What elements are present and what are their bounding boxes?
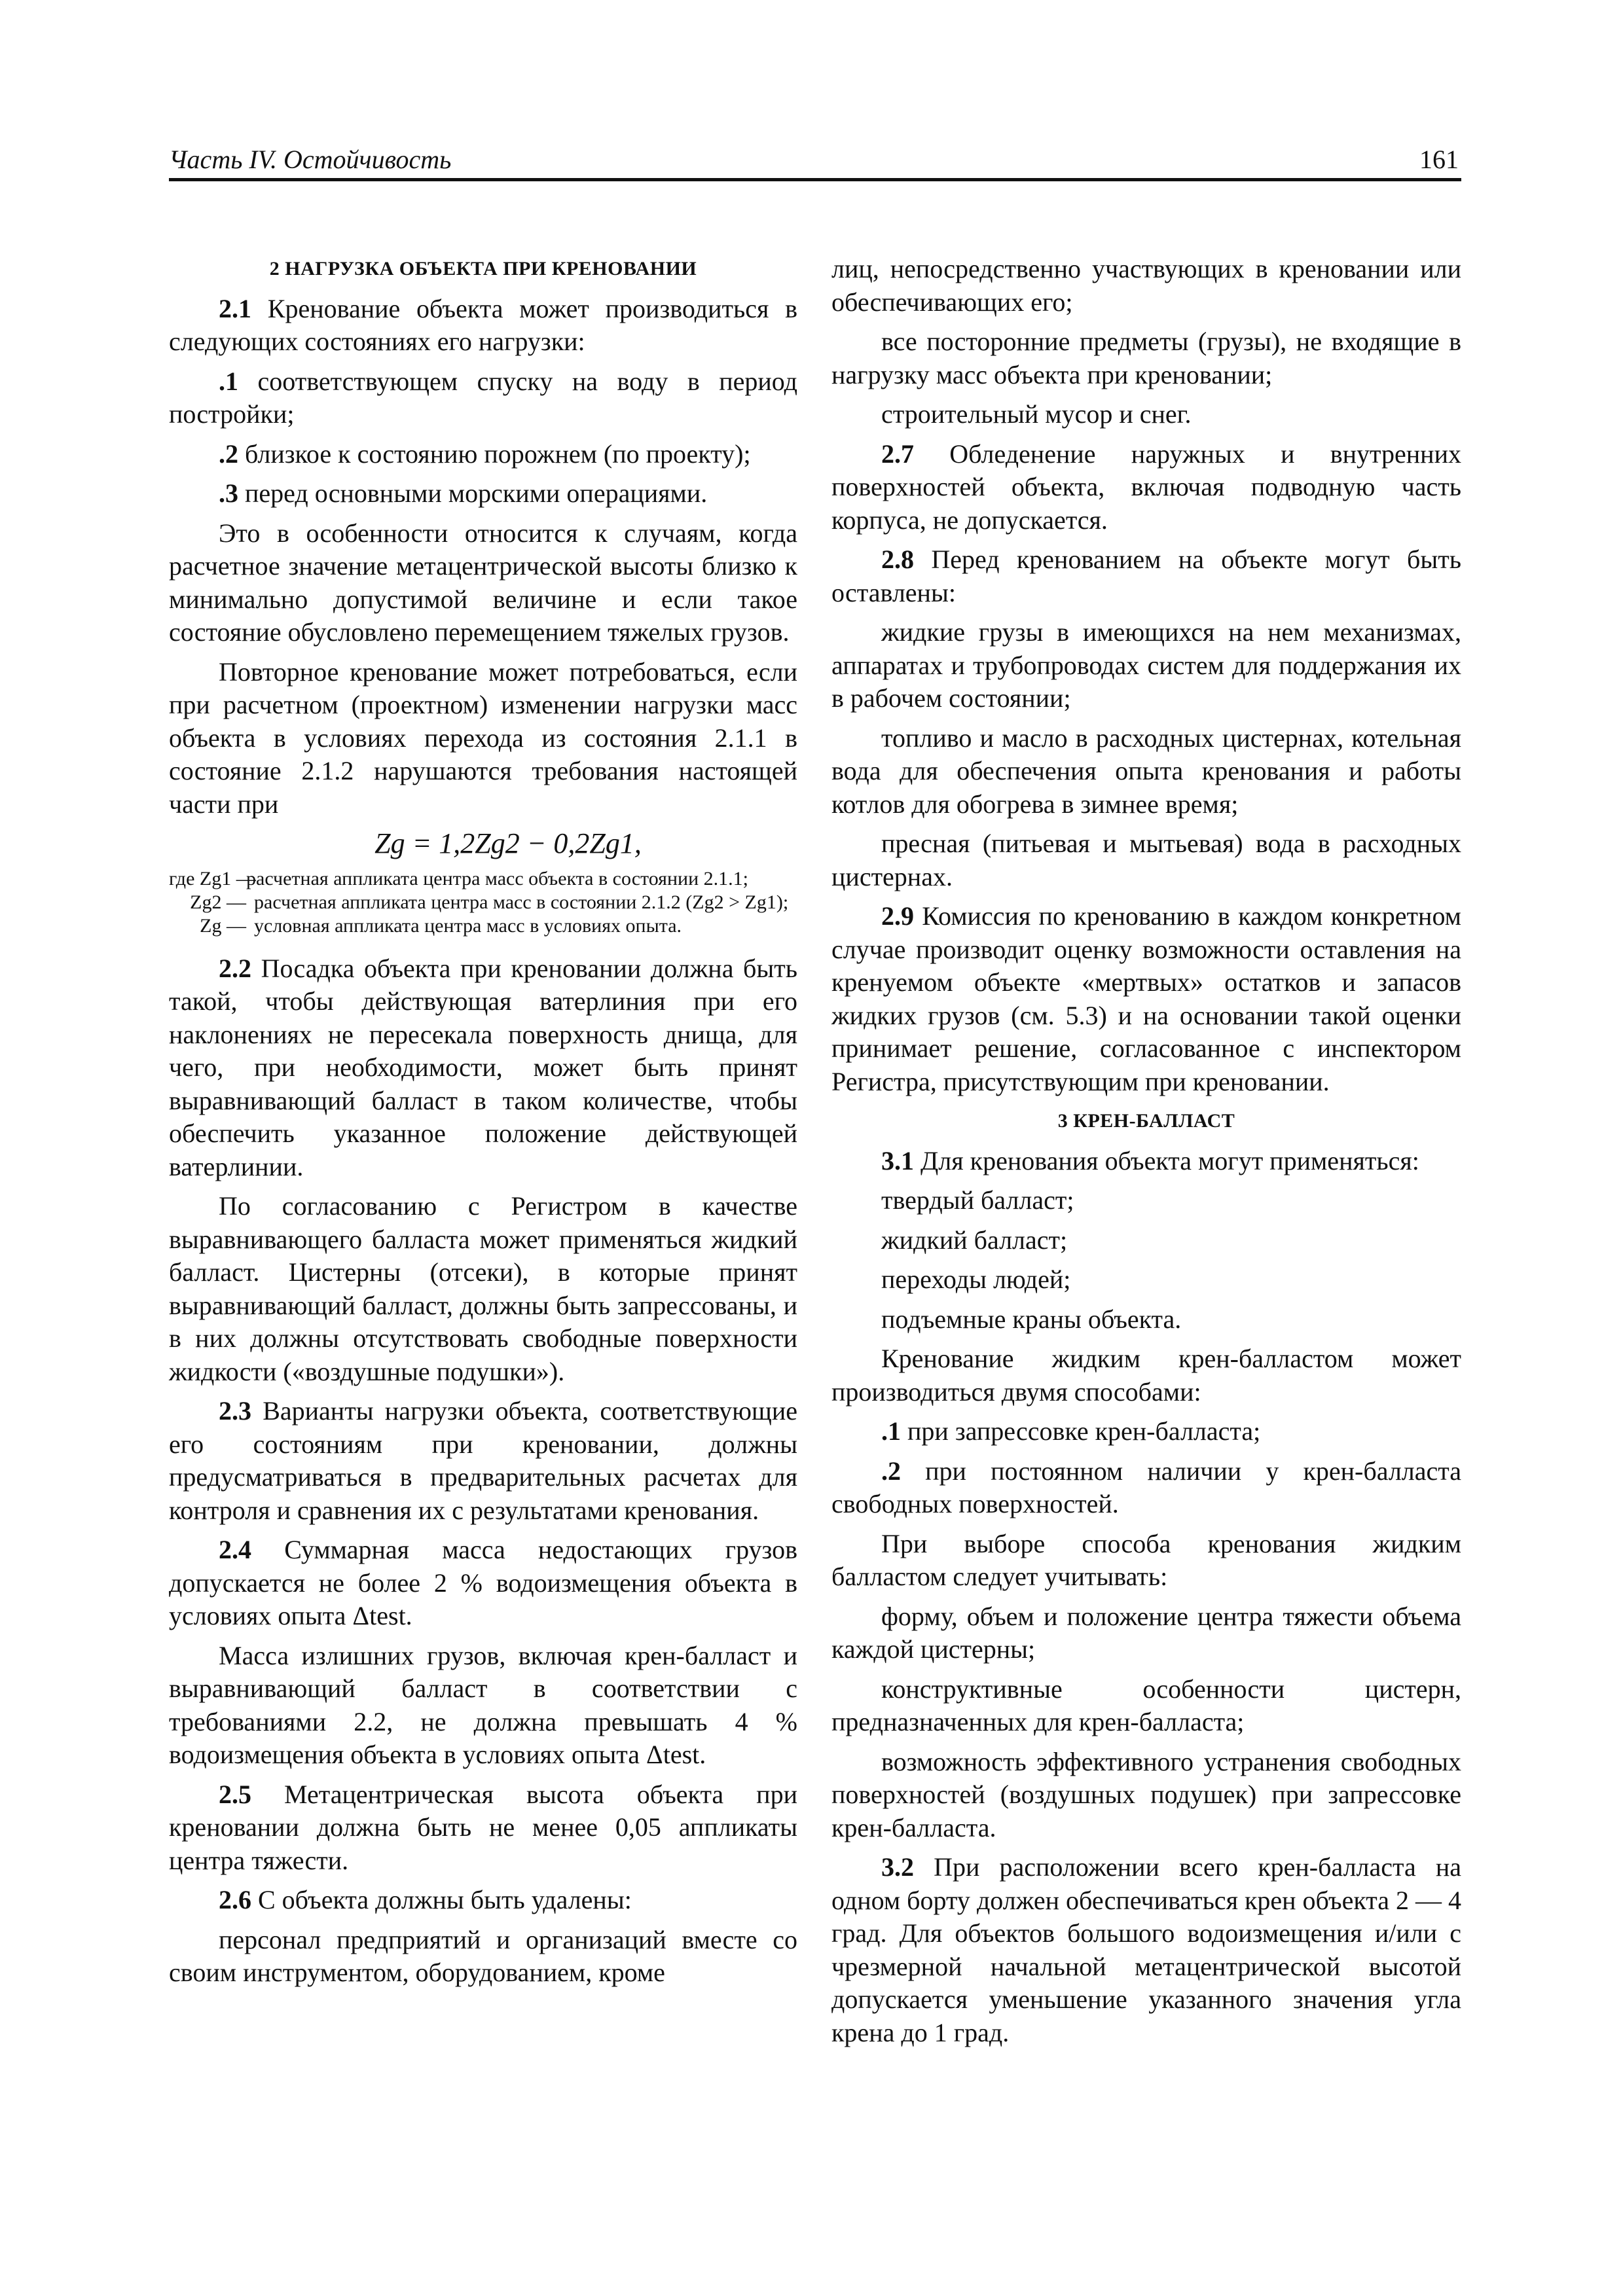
paragraph-2-1 [169, 293, 797, 359]
definition-text: условная аппликата центра масс в условиях опыта. [254, 914, 682, 937]
paragraph-tank-design: конструктивные особенности цистерн, предназначенных для крен-балласта; [831, 1674, 1461, 1736]
definition-symbol: где Zg1 — [169, 867, 256, 889]
section-3-heading: 3 КРЕН-БАЛЛАСТ [1057, 1110, 1235, 1132]
para-text: С объекта должны быть удалены: [251, 1885, 632, 1914]
item-num: .1 [219, 366, 238, 396]
formula-zg: Zg = 1,2Zg2 − 0,2Zg1, [374, 827, 642, 859]
paragraph-special-cases: Это в особенности относится к случаям, когда расчетное значение метацентрической высоты близко к минимально допустимой величине и если такое состояние обусловлено перемещением тяжелых грузов. [169, 518, 797, 647]
list-item-liquid-ballast: жидкий балласт; [881, 1225, 1068, 1255]
definition-zg2 [169, 891, 797, 914]
para-text: Перед кренованием на объекте могут быть оставлены: [831, 545, 1461, 607]
para-text: Для кренования объекта могут применяться: [914, 1145, 1419, 1175]
item-text: близкое к состоянию порожнем (по проекту); [238, 439, 751, 469]
paragraph-repeat-heeling: Повторное кренование может потребоваться, если при расчетном (проектном) изменении нагрузки масс объекта в условиях перехода из состояния 2.1.1 в состояние 2.1.2 нарушаются требования настоящей части при [169, 656, 797, 819]
para-num: 2.8 [881, 545, 914, 574]
para-num: 2.3 [219, 1396, 251, 1426]
definition-symbol: Zg2 — [190, 891, 246, 913]
paragraph-2-4 [169, 1534, 797, 1633]
section-2-heading: 2 НАГРУЗКА ОБЪЕКТА ПРИ КРЕНОВАНИИ [269, 258, 697, 279]
item-text: при постоянном наличии у крен-балласта свободных поверхностей. [831, 1456, 1461, 1518]
paragraph-2-7 [831, 438, 1461, 537]
para-num: 3.2 [881, 1852, 914, 1882]
paragraph-foreign-objects: все посторонние предметы (грузы), не входящие в нагрузку масс объекта при креновании; [831, 327, 1461, 389]
running-header [169, 144, 1461, 181]
para-num: 2.1 [219, 293, 251, 323]
paragraph-2-9 [831, 900, 1461, 1098]
paragraph-liquid-loads: жидкие грузы в имеющихся на нем механизмах, аппаратах и трубопроводах систем для поддержания их в рабочем состоянии; [831, 617, 1461, 713]
item-num: .1 [881, 1416, 901, 1446]
paragraph-3-1 [831, 1145, 1461, 1178]
paragraph-personnel: персонал предприятий и организаций вместе со своим инструментом, оборудованием, кроме [169, 1924, 797, 1987]
para-text: Комиссия по кренованию в каждом конкретном случае производит оценку возможности оставления на кренуемом объекте «мертвых» остатков и запасов жидких грузов (см. 5.3) и на основании такой оценки принимает решение, согласованное с инспектором Регистра, присутствующим при креновании. [831, 901, 1461, 1096]
paragraph-fuel-oil: топливо и масло в расходных цистернах, котельная вода для обеспечения опыта кренования и работы котлов для обогрева в зимнее время; [831, 723, 1461, 819]
definition-zg [169, 914, 797, 938]
list-item-solid-ballast: твердый балласт; [881, 1185, 1074, 1215]
item-num: .2 [219, 439, 238, 469]
item-num: .2 [881, 1456, 901, 1486]
para-num: 2.7 [881, 439, 914, 469]
definition-text: расчетная аппликата центра масс объекта в состоянии 2.1.1; [246, 867, 748, 889]
paragraph-2-8 [831, 543, 1461, 609]
right-column [831, 253, 1461, 2056]
paragraph-free-surface: возможность эффективного устранения свободных поверхностей (воздушных подушек) при запрессовке крен-балласта. [831, 1746, 1461, 1842]
paragraph-2-3 [169, 1395, 797, 1527]
paragraph-tank-form: форму, объем и положение центра тяжести объема каждой цистерны; [831, 1601, 1461, 1664]
formula-definitions [169, 867, 797, 938]
para-num: 2.6 [219, 1885, 251, 1914]
paragraph-2-5 [169, 1778, 797, 1878]
paragraph-methods: Кренование жидким крен-балластом может производиться двумя способами: [831, 1344, 1461, 1407]
paragraph-2-6 [169, 1884, 797, 1917]
para-text: Кренование объекта может производиться в следующих состояниях его нагрузки: [169, 293, 797, 356]
para-text: Варианты нагрузки объекта, соответствующие его состояниям при креновании, должны предусматриваться в предварительных расчетах для контроля и сравнения их с результатами кренования. [169, 1396, 797, 1525]
item-num: .3 [219, 478, 238, 508]
para-num: 2.5 [219, 1779, 251, 1809]
method-item-1 [831, 1415, 1461, 1448]
item-text: перед основными морскими операциями. [238, 478, 708, 508]
paragraph-register-agreement: По согласованию с Регистром в качестве выравнивающего балласта может применяться жидкий балласт. Цистерны (отсеки), в которые принят выравнивающий балласт, должны быть запрессованы, и в них должны отсутствовать свободные поверхности жидкости («воздушные подушки»). [169, 1191, 797, 1386]
list-item-3 [169, 477, 797, 511]
definition-text: расчетная аппликата центра масс в состоянии 2.1.2 (Zg2 > Zg1); [254, 891, 789, 913]
paragraph-3-2 [831, 1851, 1461, 2049]
paragraph-continuation: лиц, непосредственно участвующих в креновании или обеспечивающих его; [831, 254, 1461, 317]
paragraph-excess-mass: Масса излишних грузов, включая крен-балласт и выравнивающий балласт в соответствии с требованиями 2.2, не должна превышать 4 % водоизмещения объекта в условиях опыта Δtest. [169, 1640, 797, 1769]
list-item-1 [169, 365, 797, 431]
paragraph-choice: При выборе способа кренования жидким балластом следует учитывать: [831, 1528, 1461, 1591]
left-column [169, 253, 797, 1996]
para-num: 2.2 [219, 953, 251, 983]
paragraph-fresh-water: пресная (питьевая и мытьевая) вода в расходных цистернах. [831, 829, 1461, 891]
paragraph-debris: строительный мусор и снег. [881, 399, 1192, 429]
para-num: 2.4 [219, 1535, 251, 1564]
item-text: при запрессовке крен-балласта; [901, 1416, 1261, 1446]
para-text: Метацентрическая высота объекта при креновании должна быть не менее 0,05 аппликаты центра тяжести. [169, 1779, 797, 1875]
para-text: Суммарная масса недостающих грузов допускается не более 2 % водоизмещения объекта в условиях опыта Δtest. [169, 1535, 797, 1630]
definition-symbol: Zg — [200, 914, 246, 937]
para-text: При расположении всего крен-балласта на одном борту должен обеспечиваться крен объекта 2 — 4 град. Для объектов большого водоизмещения и/или с чрезмерной начальной метацентрической высотой допускается уменьшение указанного значения угла крена до 1 град. [831, 1852, 1461, 2047]
list-item-people: переходы людей; [881, 1265, 1071, 1294]
para-num: 3.1 [881, 1145, 914, 1175]
header-title: Часть IV. Остойчивость [169, 145, 452, 174]
list-item-2 [169, 438, 797, 471]
para-text: Обледенение наружных и внутренних поверхностей объекта, включая подводную часть корпуса, не допускается. [831, 439, 1461, 535]
item-text: соответствующем спуску на воду в период постройки; [169, 366, 797, 429]
method-item-2 [831, 1455, 1461, 1521]
list-item-cranes: подъемные краны объекта. [881, 1304, 1182, 1334]
para-text: Посадка объекта при креновании должна быть такой, чтобы действующая ватерлиния при его наклонениях не пересекала поверхность днища, для чего, при необходимости, может быть принят выравнивающий балласт в таком количестве, чтобы обеспечить указанное положение действующей ватерлинии. [169, 953, 797, 1181]
para-num: 2.9 [881, 901, 914, 931]
page-number: 161 [1419, 145, 1459, 174]
definition-zg1 [169, 867, 797, 891]
paragraph-2-2 [169, 952, 797, 1184]
